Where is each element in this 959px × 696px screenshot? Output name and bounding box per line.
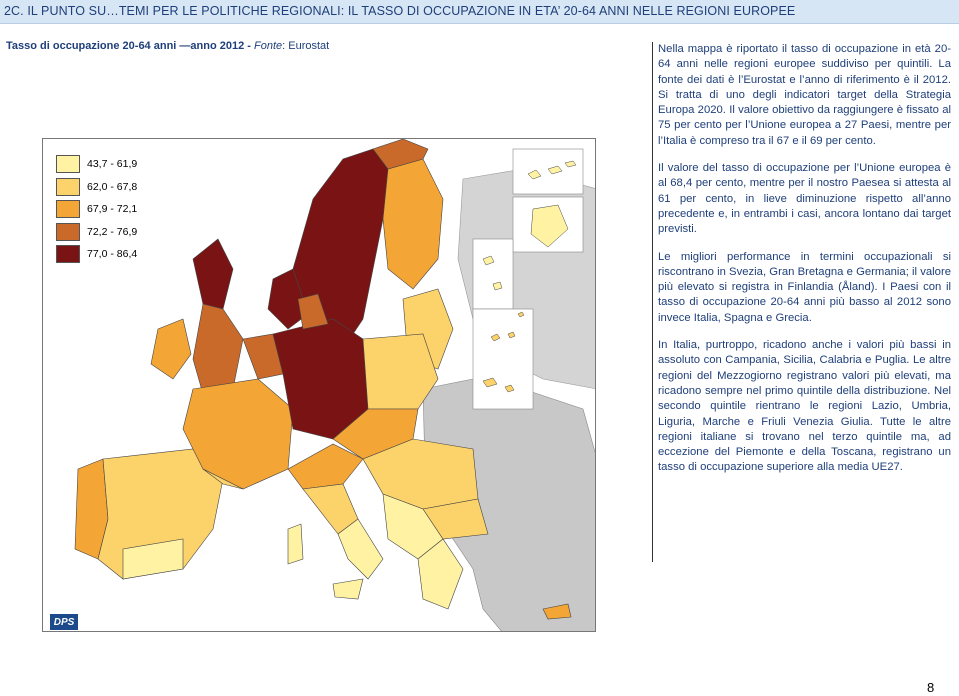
- legend-label: 77,0 - 86,4: [87, 248, 138, 261]
- region-uk-england: [193, 304, 243, 394]
- map-caption-title: Tasso di occupazione 20-64 anni —anno 2012 -: [6, 40, 251, 52]
- commentary-paragraph: Nella mappa è riportato il tasso di occupazione in età 20-64 anni nelle regioni europee suddiviso per quintili. La fonte dei dati è l’Eurostat e l’anno di riferimento è il 2012. Si tratta di uno degli indicatori target della Strategia Europa 2020. Il valore obiettivo da raggiungere è fissato al 75 per cento per l’Unione europea a 27 Paesi, mentre per l’Italia è compreso tra il 67 e il 69 per cento.: [658, 43, 951, 147]
- dps-logo: DPS: [50, 614, 78, 630]
- region-finland: [383, 159, 443, 289]
- region-uk-scotland: [193, 239, 233, 309]
- commentary-paragraph: Le migliori performance in termini occupazionali si riscontrano in Svezia, Gran Bretagna e Germania; il valore più elevato si registra in Finlandia (Åland). I Paesi con il tasso di occupazione 20-64 anni più basso al 2012 sono invece Italia, Spagna e Grecia.: [658, 250, 951, 324]
- legend-swatch: [56, 245, 80, 263]
- page-section-title: 2C. IL PUNTO SU…TEMI PER LE POLITICHE REGIONALI: IL TASSO DI OCCUPAZIONE IN ETA’ 20-64 ANNI NELLE REGIONI EUROPEE: [4, 4, 796, 18]
- legend-row: [56, 199, 137, 220]
- map-caption-fonte: Fonte: [253, 40, 283, 52]
- commentary-paragraph: In Italia, purtroppo, ricadono anche i valori più bassi in assoluto con Campania, Sicilia, Calabria e Puglia. Le altre regioni del Mezzogiorno registrano valori più elevati, ma ricadono sempre nel primo quintile della distribuzione. Nel secondo quintile rientrano le regioni Lazio, Umbria, Liguria, Marche e Friuli Venezia Giulia. Tutte le altre regioni italiane si trovano nel terzo quintile ma, ad eccezione del Piemonte e della Toscana, registrano un tasso di occupazione superiore alla media UE27.: [658, 339, 951, 474]
- legend-label: 62,0 - 67,8: [87, 180, 138, 193]
- map-caption-source: : Eurostat: [282, 40, 330, 52]
- commentary-text: [652, 42, 951, 562]
- legend-row: [56, 222, 137, 243]
- region-ireland: [151, 319, 191, 379]
- page-number: 8: [927, 680, 935, 695]
- legend-label: 72,2 - 76,9: [87, 225, 138, 238]
- map-legend: [56, 154, 137, 267]
- legend-label: 43,7 - 61,9: [87, 158, 138, 171]
- map-caption: [6, 40, 329, 52]
- legend-swatch: [56, 178, 80, 196]
- legend-swatch: [56, 200, 80, 218]
- legend-swatch: [56, 155, 80, 173]
- overseas-inset-azores: [473, 309, 533, 409]
- legend-row: [56, 177, 137, 198]
- legend-row: [56, 244, 137, 265]
- legend-row: [56, 154, 137, 175]
- region-sicily: [333, 579, 363, 599]
- header-band: [0, 0, 959, 24]
- overseas-inset-caribbean: [473, 239, 513, 309]
- overseas-inset-canary: [513, 149, 583, 194]
- legend-swatch: [56, 223, 80, 241]
- legend-label: 67,9 - 72,1: [87, 203, 138, 216]
- region-sardinia: [288, 524, 303, 564]
- commentary-paragraph: Il valore del tasso di occupazione per l’Unione europea è al 68,4 per cento, mentre per il nostro Paesea si attesta al 61 per cento, in lieve diminuzione rispetto all’anno precedente e, in entrambi i casi, ancora lontano dai target previsti.: [658, 162, 951, 236]
